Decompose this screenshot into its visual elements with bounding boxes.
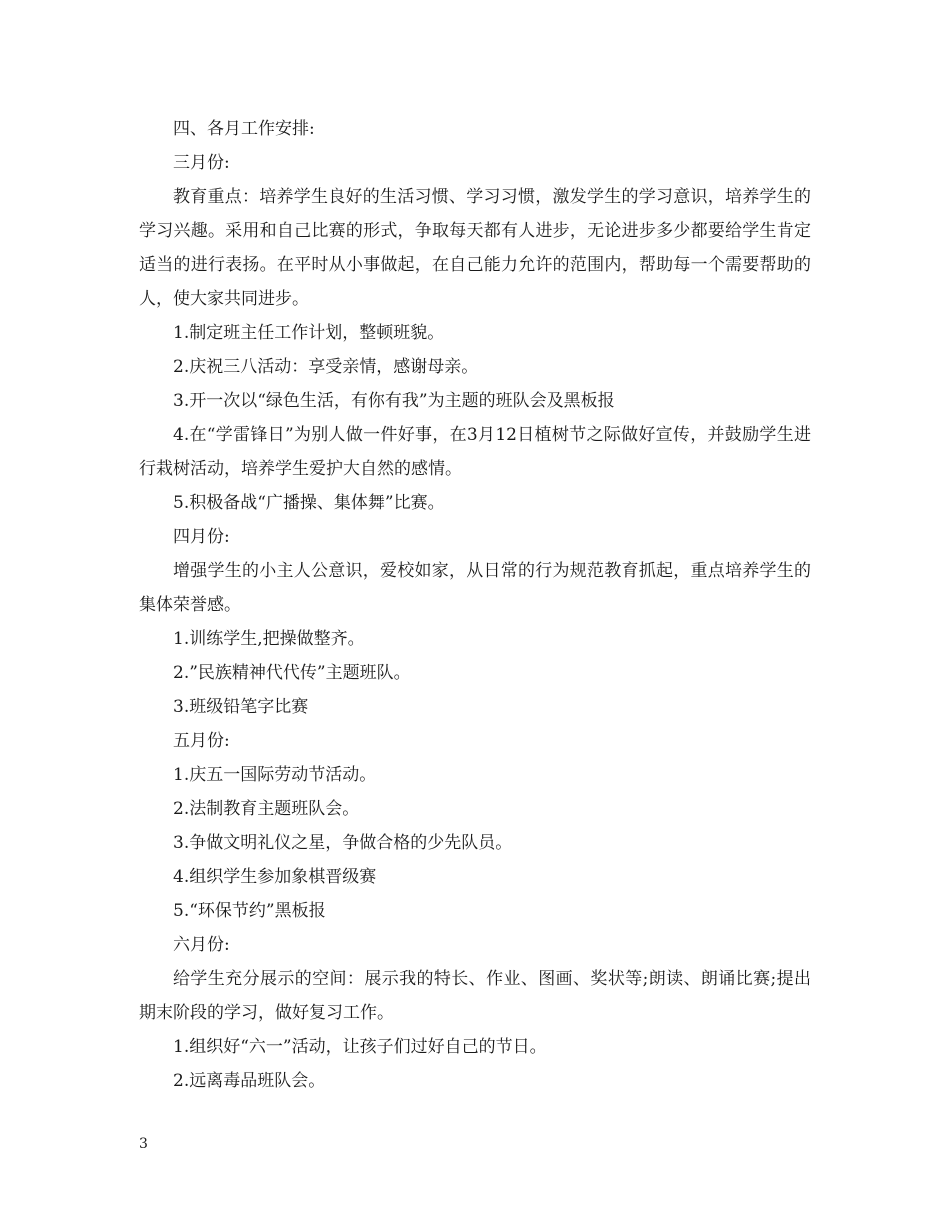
list-item: 2.”民族精神代代传”主题班队。 xyxy=(173,663,411,683)
list-item: 2.法制教育主题班队会。 xyxy=(173,799,360,819)
page-number: 3 xyxy=(139,1136,148,1152)
list-item: 1.训练学生,把操做整齐。 xyxy=(173,629,365,649)
list-item: 3.争做文明礼仪之星，争做合格的少先队员。 xyxy=(173,833,513,853)
document-body xyxy=(139,112,811,1098)
paragraph-april-focus: 增强学生的小主人公意识，爱校如家，从日常的行为规范教育抓起，重点培养学生的集体荣誉感。 xyxy=(139,561,811,615)
list-item: 4.在“学雷锋日”为别人做一件好事，在3月12日植树节之际做好宣传，并鼓励学生进行栽树活动，培养学生爱护大自然的感情。 xyxy=(139,425,811,479)
list-item: 2.庆祝三八活动：享受亲情，感谢母亲。 xyxy=(173,357,479,377)
list-item: 1.制定班主任工作计划，整顿班貌。 xyxy=(173,323,445,343)
list-item: 3.开一次以“绿色生活，有你有我”为主题的班队会及黑板报 xyxy=(173,391,615,411)
month-heading-may: 五月份: xyxy=(173,731,230,751)
list-item: 5.“环保节约”黑板报 xyxy=(173,901,326,921)
list-item: 1.组织好“六一”活动，让孩子们过好自己的节日。 xyxy=(173,1037,547,1057)
list-item: 2.远离毒品班队会。 xyxy=(173,1071,326,1091)
list-item: 1.庆五一国际劳动节活动。 xyxy=(173,765,377,785)
paragraph-june-focus: 给学生充分展示的空间：展示我的特长、作业、图画、奖状等;朗读、朗诵比赛;提出期末阶段的学习，做好复习工作。 xyxy=(139,969,811,1023)
month-heading-march: 三月份: xyxy=(173,153,230,173)
month-heading-june: 六月份: xyxy=(173,935,230,955)
paragraph-march-focus: 教育重点：培养学生良好的生活习惯、学习习惯，激发学生的学习意识，培养学生的学习兴趣。采用和自己比赛的形式，争取每天都有人进步，无论进步多少都要给学生肯定适当的进行表扬。在平时从小事做起，在自己能力允许的范围内，帮助每一个需要帮助的人，使大家共同进步。 xyxy=(139,187,811,309)
list-item: 5.积极备战“广播操、集体舞”比赛。 xyxy=(173,493,445,513)
list-item: 4.组织学生参加象棋晋级赛 xyxy=(173,867,377,887)
section-heading: 四、各月工作安排: xyxy=(173,119,315,139)
list-item: 3.班级铅笔字比赛 xyxy=(173,697,309,717)
month-heading-april: 四月份: xyxy=(173,527,230,547)
